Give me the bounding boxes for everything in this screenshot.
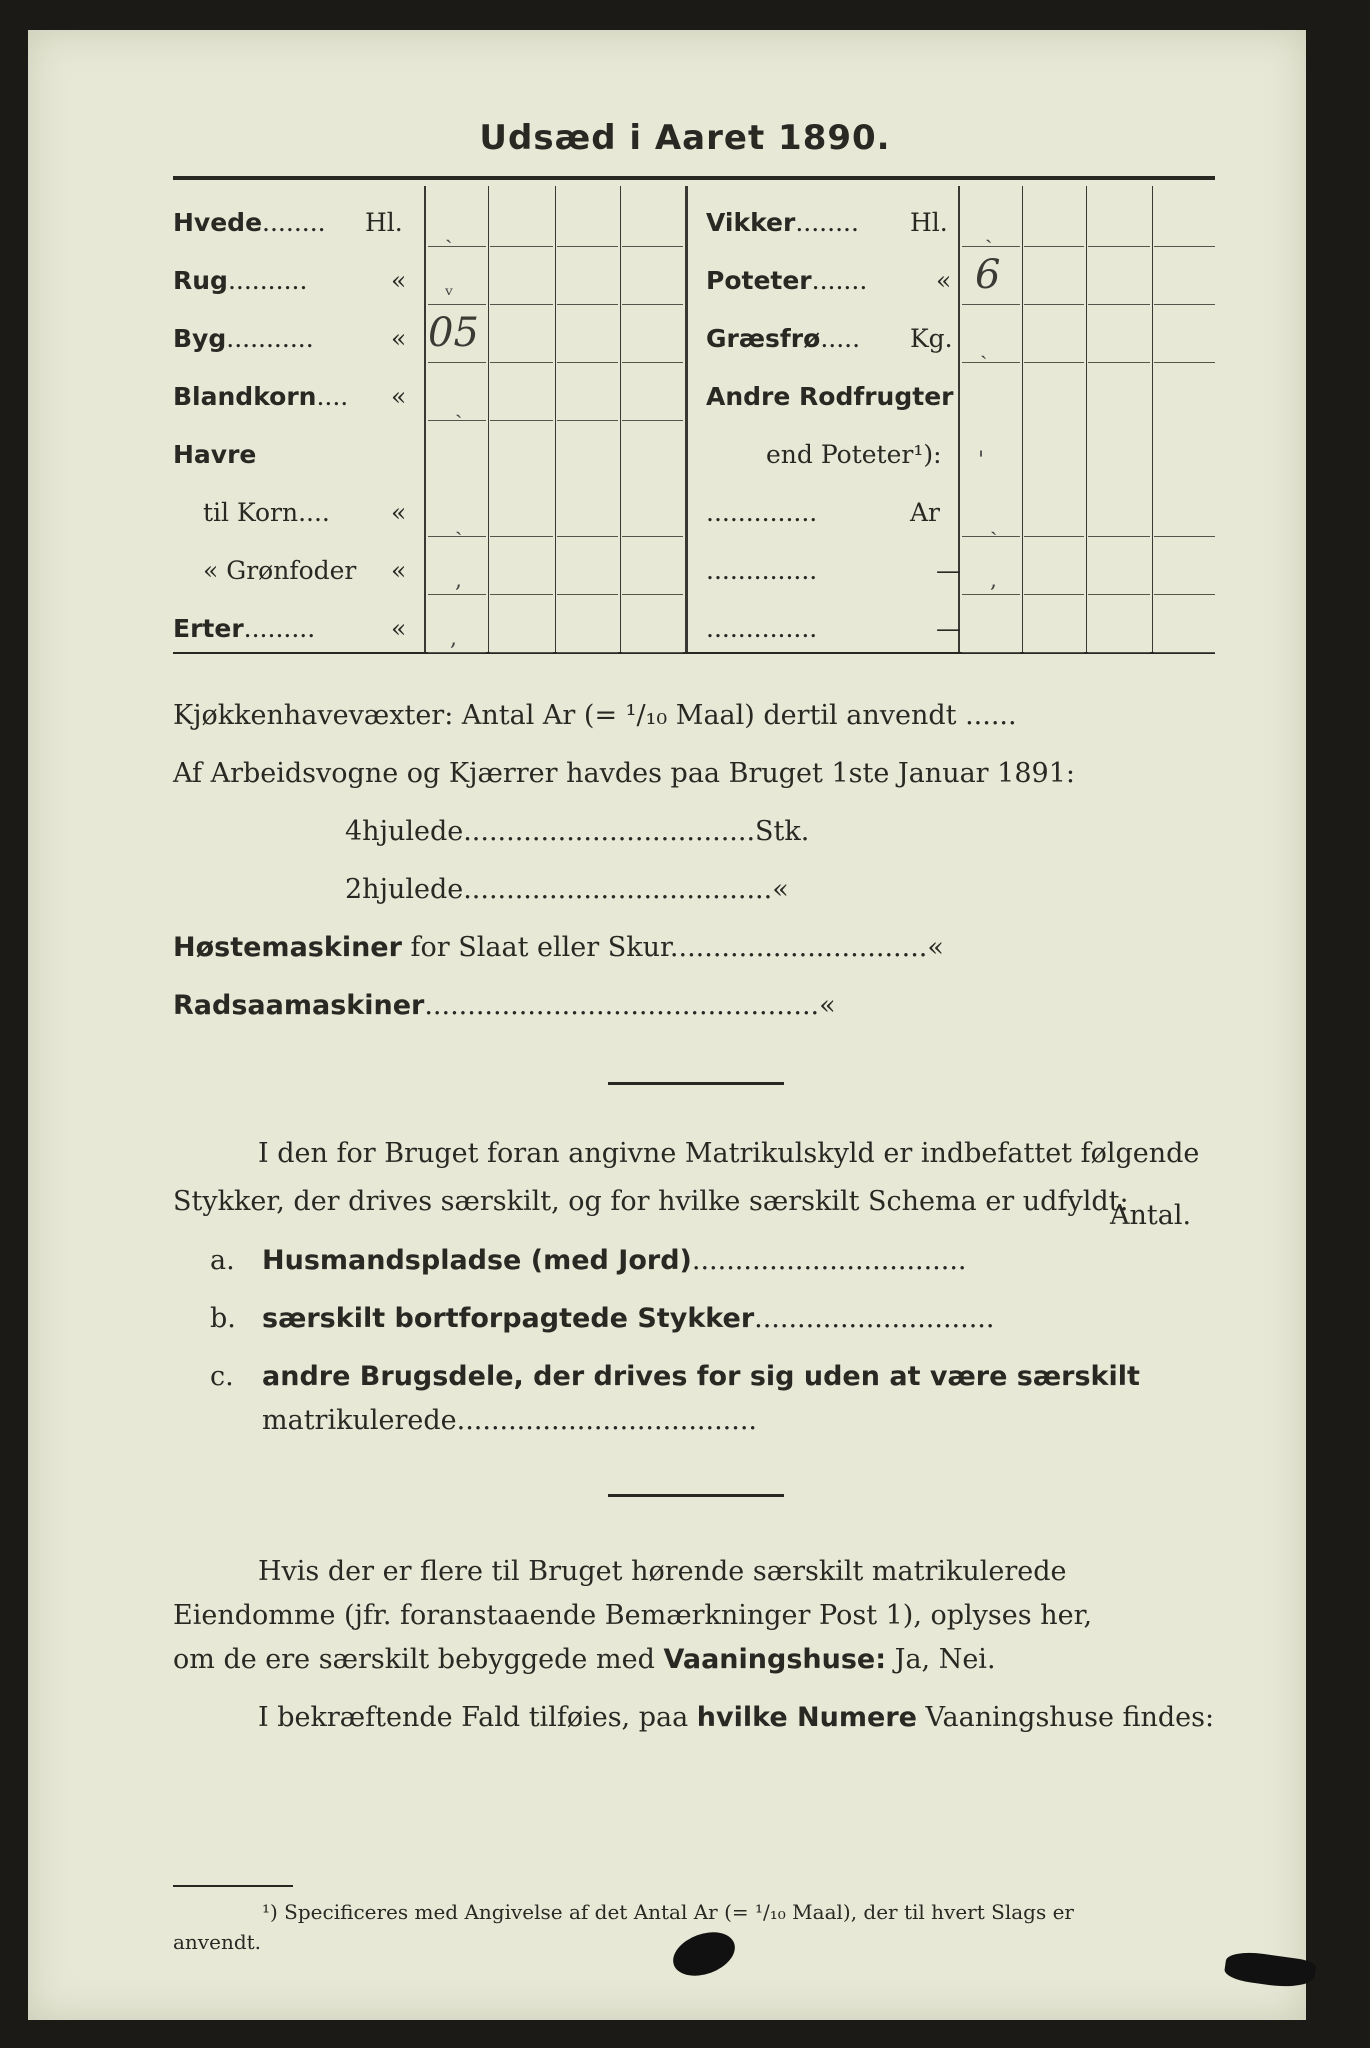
seed-row-dots: .....	[820, 324, 861, 353]
seed-row-label: Hvede	[173, 208, 263, 237]
seed-row-dots: ...........	[226, 324, 314, 353]
cell-underline	[1024, 594, 1084, 595]
table-column-divider	[1022, 186, 1023, 652]
cell-underline	[1154, 536, 1215, 537]
cell-underline	[1024, 536, 1084, 537]
seed-row-dots: ..........	[227, 266, 308, 295]
cell-underline	[490, 652, 553, 653]
cell-underline	[622, 594, 683, 595]
cell-underline	[490, 594, 553, 595]
cell-underline	[1154, 304, 1215, 305]
footnote-rule	[173, 1885, 293, 1887]
cell-underline	[962, 594, 1020, 595]
seed-row-dots: ..............	[706, 614, 818, 643]
cell-underline	[557, 304, 618, 305]
cell-underline	[428, 536, 486, 537]
seed-row-dots: .......	[811, 266, 868, 295]
seed-row-label: til Korn	[203, 498, 299, 527]
seed-row-unit: «	[936, 266, 952, 295]
cell-underline	[622, 420, 683, 421]
seed-row-unit: «	[391, 614, 407, 643]
cell-mark: ˏ	[445, 219, 453, 244]
item-a: a. Husmandspladse (med Jord)................................	[210, 1245, 967, 1276]
harvest-machines-line: Høstemaskiner for Slaat eller Skur..............................«	[173, 932, 944, 963]
cell-underline	[490, 536, 553, 537]
cell-underline	[428, 652, 486, 653]
wagons-heading	[173, 758, 1075, 789]
seed-row	[173, 266, 307, 295]
cell-underline	[557, 536, 618, 537]
seed-row	[706, 556, 817, 585]
cell-underline	[1088, 304, 1150, 305]
cell-mark: ˏ	[985, 219, 993, 244]
seed-row-dots: ........	[262, 208, 326, 237]
seed-row-unit: —	[936, 614, 961, 643]
seed-row-dots: ....	[316, 382, 349, 411]
cell-underline	[962, 304, 1020, 305]
seed-row	[173, 498, 330, 527]
seed-row	[173, 556, 356, 585]
matrikel-intro-line-2: Stykker, der drives særskilt, og for hvilke særskilt Schema er udfyldt:	[173, 1186, 1129, 1217]
cell-mark: ˏ	[990, 511, 998, 536]
wagons-2-wheel-line: 2hjulede....................................«	[345, 874, 789, 905]
cell-underline	[1088, 652, 1150, 653]
seed-row-unit: «	[391, 324, 407, 353]
seed-row	[173, 208, 326, 237]
cell-underline	[490, 304, 553, 305]
cell-mark: '	[978, 448, 985, 473]
cell-underline	[622, 246, 683, 247]
seed-row-dots: ....	[298, 498, 330, 527]
cell-mark: ᵥ	[445, 276, 454, 301]
cell-underline	[1154, 594, 1215, 595]
seed-row-dots: ..............	[706, 498, 818, 527]
seed-row	[173, 614, 315, 643]
seed-drills-line: Radsaamaskiner..............................................«	[173, 990, 836, 1021]
cell-underline	[1154, 246, 1215, 247]
seed-row	[173, 440, 256, 469]
cell-underline	[557, 362, 618, 363]
cell-underline	[557, 652, 618, 653]
seed-row-unit: Kg.	[910, 324, 953, 353]
matrikel-intro-line-1: I den for Bruget foran angivne Matrikulskyld er indbefattet følgende	[258, 1138, 1200, 1169]
seed-row-label: Havre	[173, 440, 257, 469]
cell-underline	[557, 420, 618, 421]
section-separator	[608, 1494, 784, 1497]
cell-underline	[428, 362, 486, 363]
hvis-line-1: Hvis der er flere til Bruget hørende særskilt matrikulerede	[258, 1556, 1067, 1587]
table-column-divider	[555, 186, 556, 652]
cell-underline	[1088, 362, 1150, 363]
cell-underline	[1088, 246, 1150, 247]
cell-underline	[962, 652, 1020, 653]
seed-row	[706, 324, 860, 353]
seed-row	[173, 382, 348, 411]
bekraeftende-line: I bekræftende Fald tilføies, paa hvilke Numere Vaaningshuse findes:	[258, 1702, 1215, 1733]
cell-underline	[428, 246, 486, 247]
item-c: c. andre Brugsdele, der drives for sig uden at være særskilt	[210, 1361, 1140, 1392]
cell-mark: ˏ	[980, 335, 988, 360]
table-column-divider	[1086, 186, 1087, 652]
cell-underline	[1154, 652, 1215, 653]
seed-row-label: Vikker	[706, 208, 796, 237]
seed-row-unit: «	[391, 382, 407, 411]
cell-underline	[1088, 594, 1150, 595]
cell-underline	[622, 304, 683, 305]
seed-row	[173, 324, 314, 353]
cell-underline	[428, 594, 486, 595]
seed-row-unit: Hl.	[910, 208, 948, 237]
table-column-divider	[1152, 186, 1153, 652]
cell-mark: ,	[990, 568, 997, 593]
seed-row-unit: «	[391, 556, 407, 585]
seed-row-dots: ........	[795, 208, 859, 237]
seed-row	[706, 382, 954, 411]
cell-underline	[1024, 304, 1084, 305]
section-separator	[608, 1082, 784, 1085]
cell-underline	[622, 536, 683, 537]
cell-mark: ,	[455, 568, 462, 593]
hvis-line-2: Eiendomme (jfr. foranstaaende Bemærkninger Post 1), oplyses her,	[173, 1600, 1093, 1631]
seed-row-unit: Hl.	[365, 208, 403, 237]
seed-row-dots: ..............	[706, 556, 818, 585]
cell-underline	[490, 246, 553, 247]
cell-mark: ˏ	[455, 511, 463, 536]
seed-row-label: Rug	[173, 266, 228, 295]
cell-underline	[1024, 246, 1084, 247]
seed-row-label: Andre Rodfrugter	[706, 382, 954, 411]
seed-row	[706, 440, 942, 469]
cell-underline	[1088, 536, 1150, 537]
footnote-line-2: anvendt.	[173, 1930, 262, 1954]
handwritten-value: 6	[975, 252, 1001, 298]
table-column-divider	[488, 186, 489, 652]
handwritten-value: 05	[428, 310, 479, 356]
cell-underline	[1154, 362, 1215, 363]
seed-row-label: end Poteter¹):	[766, 440, 942, 469]
cell-underline	[428, 304, 486, 305]
seed-row-label: « Grønfoder	[203, 556, 357, 585]
kitchen-garden-label: Kjøkkenhavevæxter: Antal Ar (= ¹/₁₀ Maal) dertil anvendt ......	[173, 700, 1017, 731]
seed-row-unit: —	[936, 556, 961, 585]
kitchen-garden-line	[173, 700, 1017, 731]
seed-row-label: Byg	[173, 324, 227, 353]
cell-underline	[622, 362, 683, 363]
page-title: Udsæd i Aaret 1890.	[479, 118, 891, 158]
item-c-continued: matrikulerede...................................	[262, 1405, 757, 1436]
cell-underline	[557, 594, 618, 595]
seed-row-unit: «	[391, 498, 407, 527]
item-b: b. særskilt bortforpagtede Stykker............................	[210, 1303, 995, 1334]
cell-underline	[490, 420, 553, 421]
wagons-4-wheel-line: 4hjulede..................................Stk.	[345, 816, 810, 847]
cell-underline	[1024, 652, 1084, 653]
seed-row-label: Erter	[173, 614, 244, 643]
wagons-heading-text: Af Arbeidsvogne og Kjærrer havdes paa Bruget 1ste Januar 1891:	[173, 758, 1075, 789]
cell-underline	[490, 362, 553, 363]
cell-underline	[622, 652, 683, 653]
seed-row-unit: Ar	[910, 498, 941, 527]
cell-underline	[962, 362, 1020, 363]
cell-underline	[557, 246, 618, 247]
seed-row	[706, 498, 817, 527]
seed-row	[706, 208, 859, 237]
seed-row	[706, 614, 817, 643]
seed-row-unit: «	[391, 266, 407, 295]
table-column-divider	[620, 186, 621, 652]
cell-underline	[962, 246, 1020, 247]
seed-row-label: Poteter	[706, 266, 812, 295]
table-column-divider	[424, 186, 426, 652]
seed-row	[706, 266, 867, 295]
cell-underline	[1024, 362, 1084, 363]
cell-mark: ,	[450, 626, 457, 651]
seed-row-label: Blandkorn	[173, 382, 317, 411]
table-center-divider	[685, 186, 688, 652]
footnote-line-1: ¹) Specificeres med Angivelse af det Antal Ar (= ¹/₁₀ Maal), der til hvert Slags er	[262, 1900, 1074, 1924]
antal-label: Antal.	[1110, 1200, 1192, 1231]
cell-underline	[962, 536, 1020, 537]
seed-row-dots: .........	[243, 614, 316, 643]
cell-mark: ˏ	[455, 394, 463, 419]
hvis-line-3: om de ere særskilt bebyggede med Vaaningshuse: Ja, Nei.	[173, 1644, 996, 1675]
cell-underline	[428, 420, 486, 421]
seed-row-label: Græsfrø	[706, 324, 821, 353]
table-top-rule	[173, 176, 1215, 180]
